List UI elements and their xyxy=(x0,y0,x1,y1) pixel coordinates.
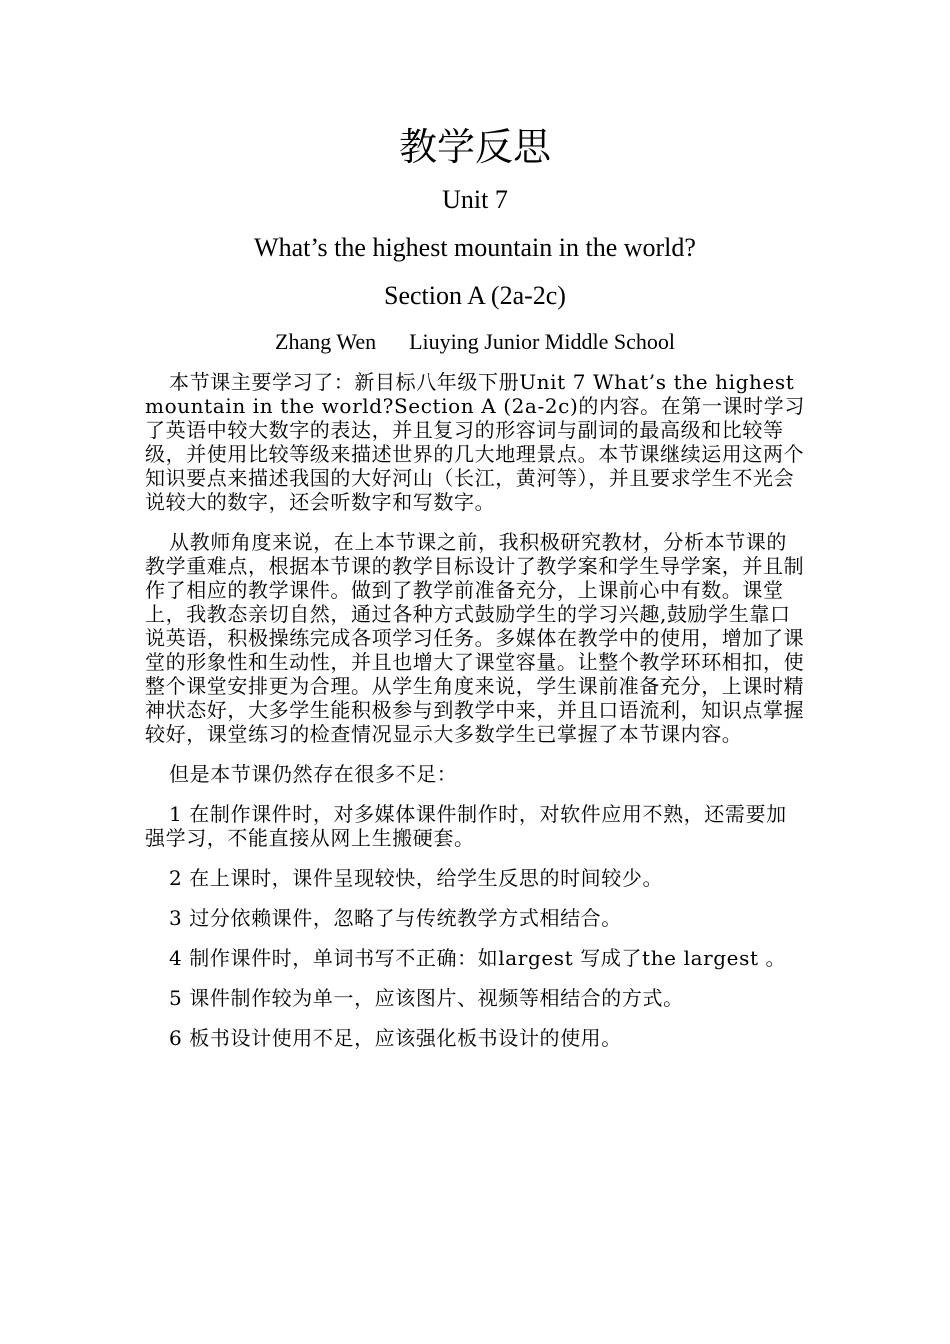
shortcoming-item: 5 课件制作较为单一，应该图片、视频等相结合的方式。 xyxy=(169,986,684,1010)
unit-heading: Unit 7 xyxy=(442,185,508,214)
author-school-line: Zhang Wen Liuying Junior Middle School xyxy=(275,329,675,354)
lesson-question: What’s the highest mountain in the world? xyxy=(254,233,696,262)
shortcoming-item: 3 过分依赖课件，忽略了与传统教学方式相结合。 xyxy=(169,906,622,930)
paragraph-teacher-student: 从教师角度来说，在上本节课之前，我积极研究教材，分析本节课的教学重难点，根据本节课的教学目标设计了教学案和学生导学案，并且制作了相应的教学课件。做到了教学前准备充分，上课前心中有数。课堂上，我教态亲切自然，通过各种方式鼓励学生的学习兴趣,鼓励学生靠口说英语，积极操练完成各项学习任务。多媒体在教学中的使用，增加了课堂的形象性和生动性，并且也增大了课堂容量。让整个教学环环相扣，使整个课堂安排更为合理。从学生角度来说，学生课前准备充分，上课时精神状态好，大多学生能积极参与到教学中来，并且口语流利，知识点掌握较好，课堂练习的检查情况显示大多数学生已掌握了本节课内容。 xyxy=(145,530,805,746)
shortcoming-item: 4 制作课件时，单词书写不正确：如largest 写成了the largest 。 xyxy=(169,946,787,970)
shortcoming-item: 2 在上课时，课件呈现较快，给学生反思的时间较少。 xyxy=(169,866,664,890)
shortcoming-item: 6 板书设计使用不足，应该强化板书设计的使用。 xyxy=(169,1026,622,1050)
paragraph-shortcomings-intro: 但是本节课仍然存在很多不足： xyxy=(169,762,458,786)
paragraph-intro: 本节课主要学习了：新目标八年级下册Unit 7 What’s the highest mountain in the world?Section A (2a-2c)的内容。在第一课时学习了英语中较大数字的表达，并且复习的形容词与副词的最高级和比较等级，并使用比较等级来描述世界的几大地理景点。本节课继续运用这两个知识要点来描述我国的大好河山（长江，黄河等），并且要求学生不光会说较大的数字，还会听数字和写数字。 xyxy=(145,370,805,514)
document-title: 教学反思 xyxy=(398,125,551,169)
document-page xyxy=(145,118,805,1066)
shortcoming-item: 1 在制作课件时，对多媒体课件制作时，对软件应用不熟，还需要加强学习，不能直接从网上生搬硬套。 xyxy=(145,802,787,850)
section-heading: Section A (2a-2c) xyxy=(384,281,566,310)
